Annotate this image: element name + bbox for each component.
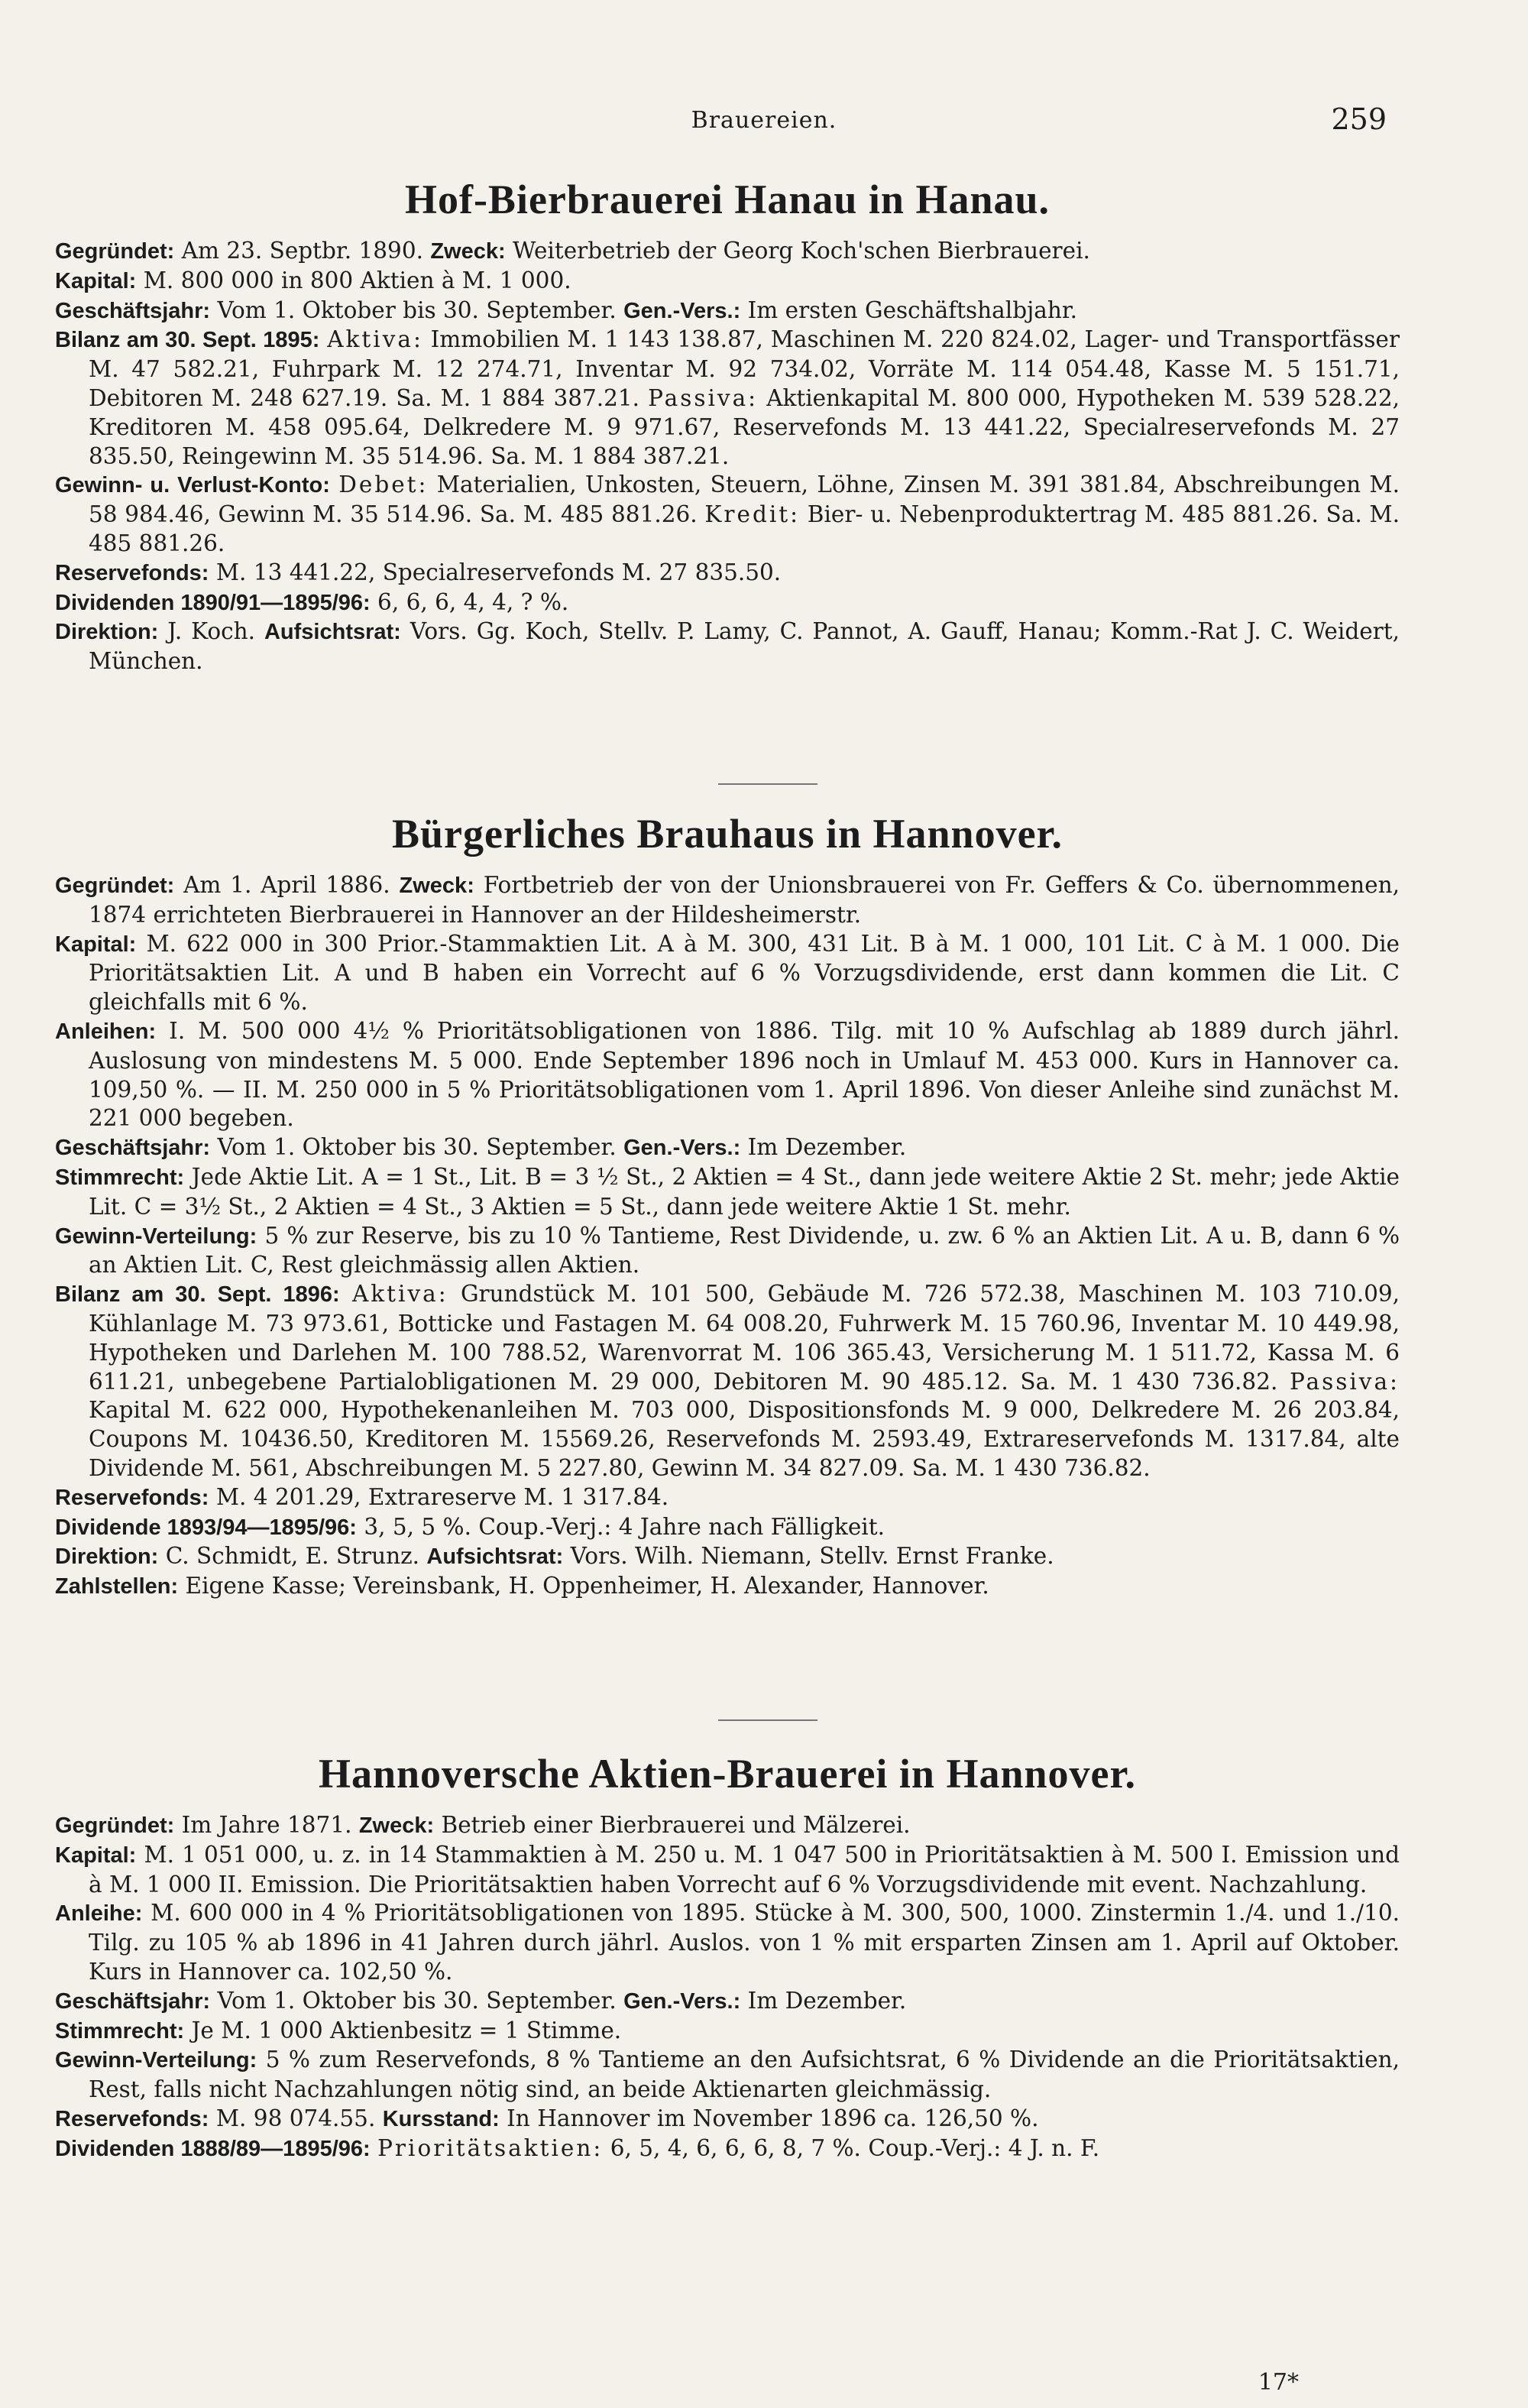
- field-text: Am 1. April 1886.: [174, 872, 400, 898]
- field-paragraph: [55, 2046, 1400, 2105]
- field-label: Dividenden 1888/89—1895/96:: [55, 2136, 371, 2161]
- field-text: [330, 472, 338, 497]
- field-text: M. 4 201.29, Extrareserve M. 1 317.84.: [209, 1483, 669, 1510]
- running-head: [0, 102, 1528, 145]
- spaced-label: Passiva:: [1289, 1368, 1400, 1395]
- field-paragraph: [55, 297, 1400, 326]
- field-text: M. 98 074.55.: [209, 2105, 383, 2131]
- field-text: Je M. 1 000 Aktienbesitz = 1 Stimme.: [184, 2017, 622, 2043]
- field-label: Kapital:: [55, 268, 137, 293]
- section-divider: [718, 783, 817, 785]
- field-label: Anleihen:: [55, 1019, 157, 1044]
- spaced-label: Kredit:: [704, 501, 801, 528]
- field-paragraph: [55, 267, 1400, 297]
- field-paragraph: [55, 1513, 1400, 1543]
- spaced-label: Aktiva:: [327, 326, 423, 353]
- field-text: Fortbetrieb der von der Unionsbrauerei von Fr. Geffers & Co. übernommenen, 1874 errichteten Bierbrauerei in Hannover an der Hildesheimerstr.: [89, 872, 1400, 928]
- spaced-label: Debet:: [338, 472, 429, 498]
- field-text: Aktienkapital M. 800 000, Hypotheken M. 539 528.22, Kreditoren M. 458 095.64, Delkredere M. 9 971.67, Reservefonds M. 13 441.22, Specialreservefonds M. 27 835.50, Reingewinn M. 35 514.96. Sa. M. 1 884 387.21.: [89, 384, 1400, 469]
- field-text: 3, 5, 5 %. Coup.-Verj.: 4 Jahre nach Fälligkeit.: [356, 1513, 885, 1540]
- field-paragraph: [55, 2105, 1400, 2134]
- field-label: Reservefonds:: [55, 1485, 209, 1510]
- field-label: Geschäftsjahr:: [55, 1988, 211, 2014]
- field-text: M. 800 000 in 800 Aktien à M. 1 000.: [136, 267, 571, 293]
- entry-fields: [55, 237, 1400, 676]
- field-paragraph: [55, 1017, 1400, 1133]
- field-label: Reservefonds:: [55, 560, 209, 585]
- field-label: Aufsichtsrat:: [264, 620, 401, 645]
- field-paragraph: [55, 471, 1400, 558]
- field-label: Bilanz am 30. Sept. 1896:: [55, 1282, 340, 1308]
- spaced-label: Aktiva:: [351, 1281, 448, 1308]
- field-paragraph: [55, 2134, 1400, 2164]
- field-label: Gewinn-Verteilung:: [55, 1223, 257, 1249]
- field-text: Eigene Kasse; Vereinsbank, H. Oppenheimer, H. Alexander, Hannover.: [178, 1573, 989, 1599]
- field-label: Gen.-Vers.:: [623, 1136, 741, 1161]
- field-text: Vom 1. Oktober bis 30. September.: [210, 1134, 624, 1161]
- section-divider: [718, 1719, 817, 1721]
- company-entry-hof-bierbrauerei-hanau: [55, 176, 1400, 676]
- field-paragraph: [55, 1222, 1400, 1281]
- field-text: M. 1 051 000, u. z. in 14 Stammaktien à M. 250 u. M. 1 047 500 in Prioritätsaktien à M. 500 I. Emission und à M. 1 000 II. Emission. Die Prioritätsaktien haben Vorrecht auf 6 % Vorzugsdividende mit event. Nachzahlung.: [89, 1841, 1400, 1898]
- field-text: 6, 5, 4, 6, 6, 6, 8, 7 %. Coup.-Verj.: 4 J. n. F.: [603, 2134, 1100, 2161]
- field-label: Gewinn-Verteilung:: [55, 2048, 257, 2073]
- field-text: Im ersten Geschäftshalbjahr.: [740, 297, 1078, 323]
- field-text: Materialien, Unkosten, Steuern, Löhne, Zinsen M. 391 381.84, Abschreibungen M. 58 984.46, Gewinn M. 35 514.96. Sa. M. 485 881.26.: [89, 472, 1400, 528]
- field-label: Zweck:: [399, 873, 474, 898]
- field-paragraph: [55, 1280, 1400, 1483]
- running-title: Brauereien.: [691, 107, 837, 134]
- field-text: M. 622 000 in 300 Prior.-Stammaktien Lit. A à M. 300, 431 Lit. B à M. 1 000, 101 Lit. C à M. 1 000. Die Prioritätsaktien Lit. A und B haben ein Vorrecht auf 6 % Vorzugsdividende, erst dann kommen die Lit. C gleichfalls mit 6 %.: [89, 930, 1400, 1016]
- field-text: Jede Aktie Lit. A = 1 St., Lit. B = 3 ½ St., 2 Aktien = 4 St., dann jede weitere Aktie 2 St. mehr; jede Aktie Lit. C = 3½ St., 2 Aktien = 4 St., 3 Aktien = 5 St., dann jede weitere Aktie 1 St. mehr.: [89, 1163, 1400, 1220]
- field-label: Gen.-Vers.:: [623, 1988, 741, 2014]
- field-label: Kapital:: [55, 1842, 137, 1868]
- field-text: [371, 2135, 377, 2161]
- field-text: Vors. Gg. Koch, Stellv. P. Lamy, C. Pannot, A. Gauff, Hanau; Komm.-Rat J. C. Weidert, München.: [89, 618, 1400, 675]
- field-paragraph: [55, 1987, 1400, 2017]
- field-label: Kursstand:: [382, 2106, 500, 2131]
- field-label: Dividende 1893/94—1895/96:: [55, 1515, 357, 1540]
- field-label: Zweck:: [430, 239, 506, 264]
- spaced-label: Passiva:: [648, 384, 759, 411]
- field-text: C. Schmidt, E. Strunz.: [158, 1543, 427, 1570]
- spaced-label: Prioritätsaktien:: [377, 2134, 604, 2161]
- field-text: Am 23. Septbr. 1890.: [174, 238, 431, 264]
- field-paragraph: [55, 1133, 1400, 1163]
- company-entry-hannoversche-aktien-brauerei: [55, 1750, 1400, 2164]
- field-paragraph: [55, 1572, 1400, 1602]
- field-text: 5 % zur Reserve, bis zu 10 % Tantieme, Rest Dividende, u. zw. 6 % an Aktien Lit. A u. B, dann 6 % an Aktien Lit. C, Rest gleichmässig allen Aktien.: [89, 1222, 1400, 1279]
- field-text: I. M. 500 000 4½ % Prioritätsobligationen von 1886. Tilg. mit 10 % Aufschlag ab 1889 durch jährl. Auslosung von mindestens M. 5 000. Ende September 1896 noch in Umlauf M. 453 000. Kurs in Hannover ca. 109,50 %. — II. M. 250 000 in 5 % Prioritätsobligationen vom 1. April 1896. Von dieser Anleihe sind zunächst M. 221 000 begeben.: [89, 1017, 1400, 1132]
- field-text: [340, 1281, 352, 1307]
- field-paragraph: [55, 559, 1400, 588]
- field-text: In Hannover im November 1896 ca. 126,50 %.: [499, 2105, 1039, 2131]
- field-paragraph: [55, 1483, 1400, 1513]
- field-text: M. 600 000 in 4 % Prioritätsobligationen von 1895. Stücke à M. 300, 500, 1000. Zinstermin 1./4. und 1./10. Tilg. zu 105 % ab 1896 in 41 Jahren durch jährl. Auslos. von 1 % mit ersparten Zinsen am 1. April auf Oktober. Kurs in Hannover ca. 102,50 %.: [89, 1900, 1400, 1985]
- entry-fields: [55, 871, 1400, 1602]
- field-paragraph: [55, 588, 1400, 618]
- field-paragraph: [55, 1899, 1400, 1986]
- field-text: Im Jahre 1871.: [174, 1812, 359, 1838]
- field-paragraph: [55, 1841, 1400, 1900]
- entry-fields: [55, 1811, 1400, 2164]
- field-text: Betrieb einer Bierbrauerei und Mälzerei.: [434, 1812, 911, 1838]
- field-label: Bilanz am 30. Sept. 1895:: [55, 328, 320, 353]
- field-text: [319, 326, 327, 352]
- field-text: M. 13 441.22, Specialreservefonds M. 27 835.50.: [209, 559, 782, 585]
- field-text: Grundstück M. 101 500, Gebäude M. 726 572.38, Maschinen M. 103 710.09, Kühlanlage M. 73 973.61, Botticke und Fastagen M. 64 008.20, Fuhrwerk M. 15 760.96, Inventar M. 10 449.98, Hypotheken und Darlehen M. 100 788.52, Warenvorrat M. 106 365.43, Versicherung M. 1 511.72, Kassa M. 6 611.21, unbegebene Partialobligationen M. 29 000, Debitoren M. 90 485.12. Sa. M. 1 430 736.82.: [89, 1281, 1400, 1395]
- page-number: 259: [1331, 102, 1387, 136]
- company-title: Hannoversche Aktien-Brauerei in Hannover.: [318, 1751, 1137, 1797]
- field-text: Vom 1. Oktober bis 30. September.: [210, 1987, 624, 2014]
- field-label: Zahlstellen:: [55, 1574, 179, 1599]
- company-entry-buergerliches-brauhaus: [55, 810, 1400, 1602]
- field-label: Zweck:: [358, 1813, 435, 1838]
- field-label: Direktion:: [55, 1544, 159, 1570]
- field-label: Anleihe:: [55, 1901, 143, 1927]
- field-text: Vom 1. Oktober bis 30. September.: [210, 297, 624, 323]
- field-paragraph: [55, 326, 1400, 471]
- field-paragraph: [55, 871, 1400, 930]
- field-text: Bier- u. Nebenproduktertrag M. 485 881.26. Sa. M. 485 881.26.: [89, 501, 1400, 556]
- field-label: Gegründet:: [55, 873, 175, 898]
- field-label: Dividenden 1890/91—1895/96:: [55, 590, 371, 615]
- field-paragraph: [55, 1542, 1400, 1572]
- field-label: Reservefonds:: [55, 2106, 209, 2131]
- field-text: Vors. Wilh. Niemann, Stellv. Ernst Franke.: [563, 1543, 1054, 1570]
- field-label: Gewinn- u. Verlust-Konto:: [55, 473, 330, 498]
- field-label: Direktion:: [55, 620, 159, 645]
- company-title: Hof-Bierbrauerei Hanau in Hanau.: [404, 177, 1050, 222]
- field-label: Gen.-Vers.:: [623, 298, 741, 323]
- field-label: Geschäftsjahr:: [55, 1136, 211, 1161]
- field-label: Gegründet:: [55, 239, 175, 264]
- field-paragraph: [55, 1163, 1400, 1222]
- field-label: Geschäftsjahr:: [55, 298, 211, 323]
- field-text: Kapital M. 622 000, Hypothekenanleihen M. 703 000, Dispositionsfonds M. 9 000, Delkredere M. 26 203.84, Coupons M. 10436.50, Kreditoren M. 15569.26, Reservefonds M. 2593.49, Extrareservefonds M. 1317.84, alte Dividende M. 561, Abschreibungen M. 5 227.80, Gewinn M. 34 827.09. Sa. M. 1 430 736.82.: [89, 1397, 1400, 1481]
- field-paragraph: [55, 617, 1400, 676]
- field-paragraph: [55, 2017, 1400, 2047]
- field-label: Stimmrecht:: [55, 1165, 185, 1190]
- field-label: Aufsichtsrat:: [426, 1544, 564, 1570]
- field-text: 6, 6, 6, 4, 4, ? %.: [370, 588, 569, 615]
- company-title: Bürgerliches Brauhaus in Hannover.: [391, 811, 1063, 857]
- field-label: Kapital:: [55, 932, 137, 957]
- field-text: Weiterbetrieb der Georg Koch'schen Bierbrauerei.: [505, 238, 1090, 264]
- field-paragraph: [55, 237, 1400, 267]
- field-paragraph: [55, 930, 1400, 1017]
- field-text: J. Koch.: [158, 618, 264, 645]
- signature-mark: 17*: [1258, 2369, 1299, 2396]
- field-text: Im Dezember.: [740, 1134, 907, 1161]
- field-text: Im Dezember.: [740, 1987, 907, 2014]
- field-label: Gegründet:: [55, 1813, 175, 1838]
- field-text: Immobilien M. 1 143 138.87, Maschinen M. 220 824.02, Lager- und Transportfässer M. 47 582.21, Fuhrpark M. 12 274.71, Inventar M. 92 734.02, Vorräte M. 114 054.48, Kasse M. 5 151.71, Debitoren M. 248 627.19. Sa. M. 1 884 387.21.: [89, 326, 1400, 411]
- field-label: Stimmrecht:: [55, 2018, 185, 2043]
- field-paragraph: [55, 1811, 1400, 1841]
- field-text: 5 % zum Reservefonds, 8 % Tantieme an den Aufsichtsrat, 6 % Dividende an die Prioritätsaktien, Rest, falls nicht Nachzahlungen nötig sind, an beide Aktienarten gleichmässig.: [89, 2047, 1400, 2103]
